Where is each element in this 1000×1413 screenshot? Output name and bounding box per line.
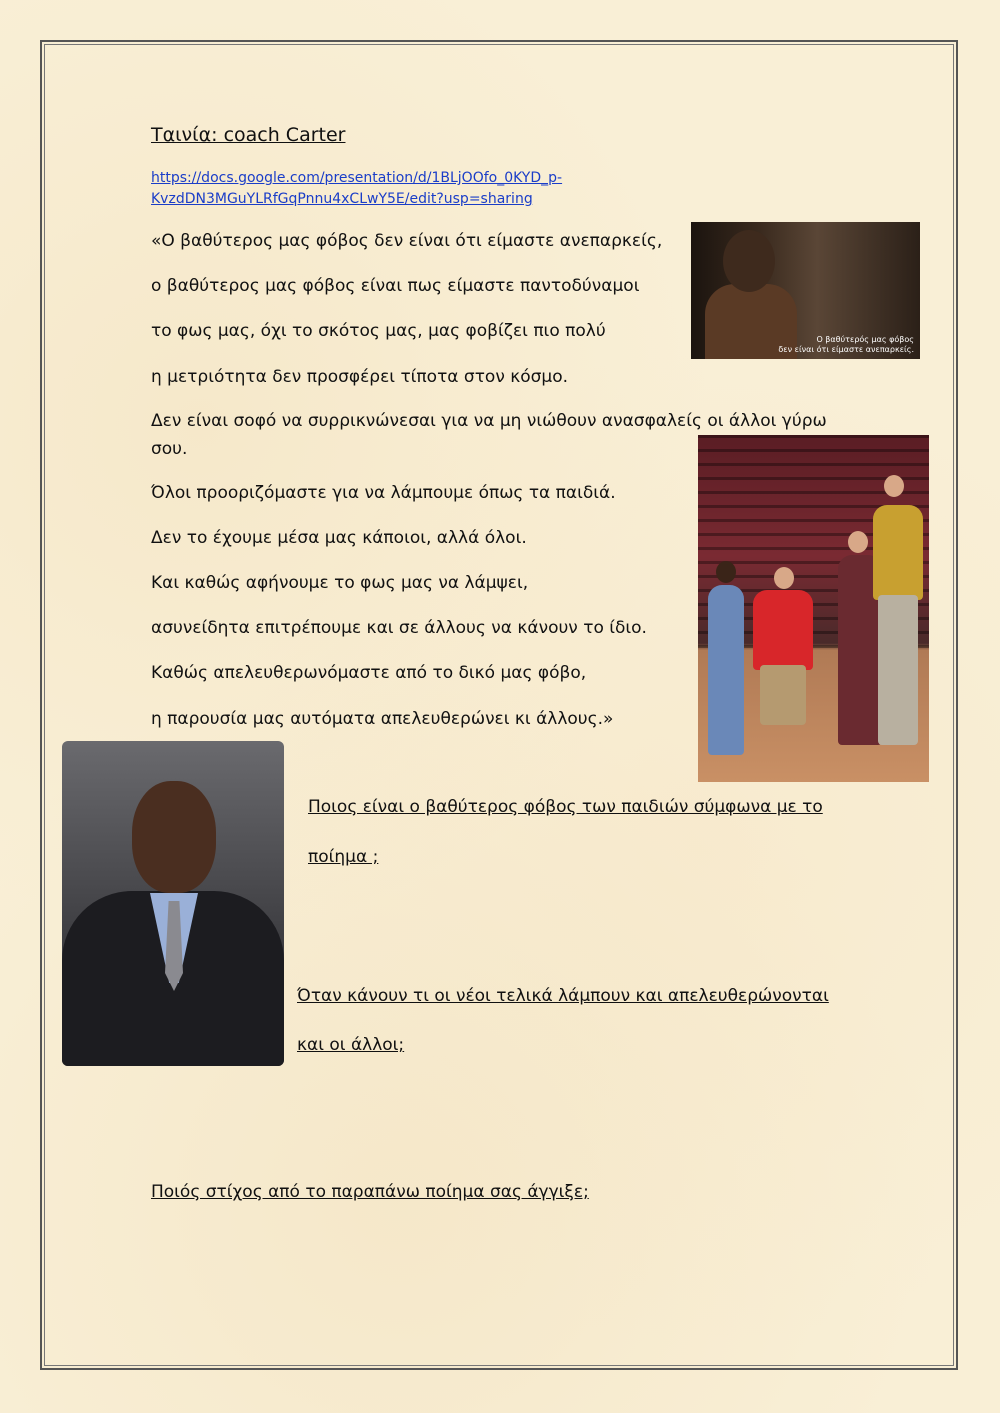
- question-2-line1: Όταν κάνουν τι οι νέοι τελικά λάμπουν και απελευθερώνονται: [297, 986, 829, 1006]
- coaches-gym-photo: [698, 435, 929, 782]
- person-4-shirt: [873, 505, 923, 600]
- person-2-shirt: [753, 590, 813, 670]
- poem-line-2: ο βαθύτερος μας φόβος είναι πως είμαστε παντοδύναμοι: [151, 276, 640, 296]
- poem-line-8: Δεν το έχουμε μέσα μας κάποιοι, αλλά όλοι.: [151, 528, 527, 548]
- question-1-line2: ποίημα ;: [308, 847, 379, 867]
- question-3: Ποιός στίχος από το παραπάνω ποίημα σας άγγιξε;: [151, 1182, 589, 1202]
- poem-line-7: Όλοι προοριζόμαστε για να λάμπουμε όπως τα παιδιά.: [151, 483, 616, 503]
- person-3-head: [848, 531, 868, 553]
- portrait-face: [132, 781, 216, 893]
- person-4-head: [884, 475, 904, 497]
- poem-line-12: η παρουσία μας αυτόματα απελευθερώνει κι άλλους.»: [151, 709, 614, 729]
- poem-line-1: «Ο βαθύτερος μας φόβος δεν είναι ότι είμαστε ανεπαρκείς,: [151, 231, 663, 251]
- person-1: [708, 585, 744, 755]
- coach-carter-still-photo: [691, 222, 920, 359]
- ken-carter-portrait: [62, 741, 284, 1066]
- still-subtitle: [778, 335, 914, 355]
- person-2-head: [774, 567, 794, 589]
- person-2-shorts: [760, 665, 806, 725]
- presentation-link-line2[interactable]: KvzdDN3MGuYLRfGqPnnu4xCLwY5E/edit?usp=sharing: [151, 191, 533, 207]
- poem-line-10: ασυνείδητα επιτρέπουμε και σε άλλους να κάνουν το ίδιο.: [151, 618, 647, 638]
- poem-line-3: το φως μας, όχι το σκότος μας, μας φοβίζει πιο πολύ: [151, 321, 606, 341]
- question-1-line1: Ποιος είναι ο βαθύτερος φόβος των παιδιών σύμφωνα με το: [308, 797, 823, 817]
- still-subtitle-line2: δεν είναι ότι είμαστε ανεπαρκείς.: [778, 345, 914, 354]
- presentation-link-line1[interactable]: https://docs.google.com/presentation/d/1BLjOOfo_0KYD_p-: [151, 170, 563, 186]
- poem-line-9: Και καθώς αφήνουμε το φως μας να λάμψει,: [151, 573, 529, 593]
- poem-line-4: η μετριότητα δεν προσφέρει τίποτα στον κόσμο.: [151, 367, 569, 387]
- poem-line-6: σου.: [151, 439, 188, 459]
- poem-line-5: Δεν είναι σοφό να συρρικνώνεσαι για να μη νιώθουν ανασφαλείς οι άλλοι γύρω: [151, 411, 827, 431]
- person-4-trousers: [878, 595, 918, 745]
- coach-figure-head: [723, 230, 775, 292]
- poem-line-11: Καθώς απελευθερωνόμαστε από το δικό μας φόβο,: [151, 663, 587, 683]
- person-1-head: [716, 561, 736, 583]
- movie-title: Ταινία: coach Carter: [151, 124, 346, 146]
- still-subtitle-line1: Ο βαθύτερός μας φόβος: [816, 335, 914, 344]
- question-2-line2: και οι άλλοι;: [297, 1035, 405, 1055]
